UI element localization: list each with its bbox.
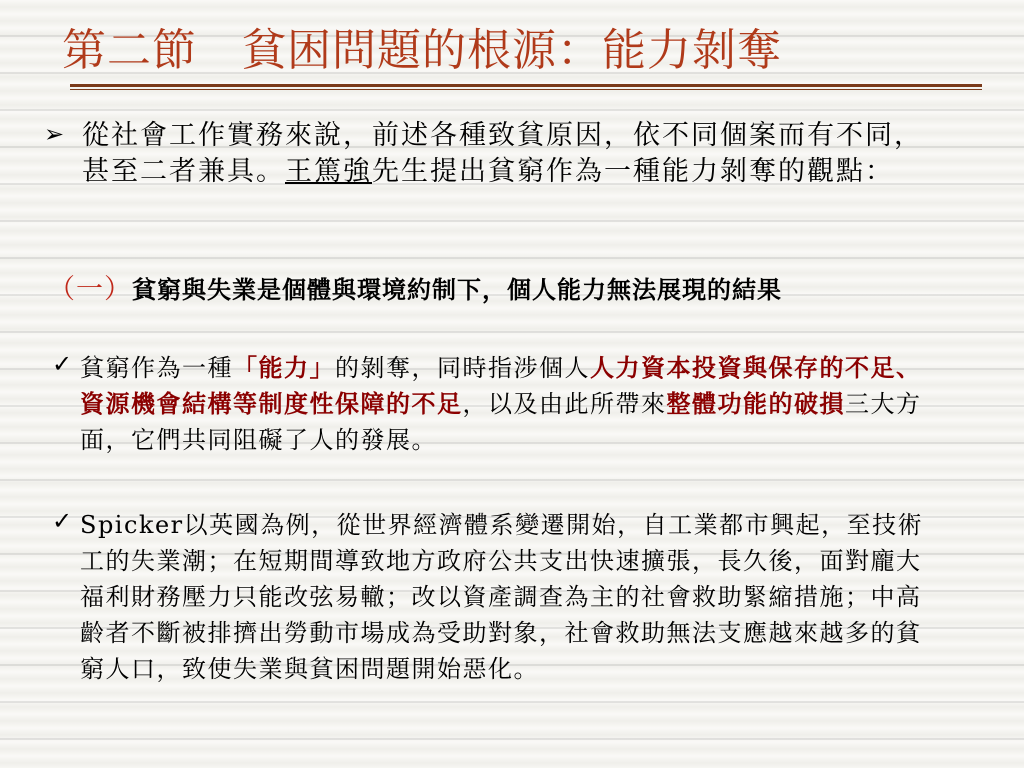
section-subheading bbox=[18, 272, 978, 308]
capability-highlight-damage: 整體功能的破損 bbox=[666, 389, 845, 418]
capability-text-3: ，以及由此所帶來 bbox=[462, 390, 667, 418]
slide-title: 第二節 貧困問題的根源：能力剝奪 bbox=[62, 25, 782, 76]
intro-paragraph bbox=[82, 118, 934, 190]
capability-paragraph bbox=[80, 350, 934, 458]
subheading-number: （一） bbox=[48, 274, 132, 305]
check-bullet-2 bbox=[18, 507, 978, 687]
subheading-paragraph bbox=[48, 272, 934, 308]
author-name: 王篤強 bbox=[285, 156, 372, 187]
title-underline-thin bbox=[70, 89, 982, 90]
capability-text-2: 的剝奪，同時指涉個人 bbox=[335, 354, 590, 382]
intro-bullet bbox=[18, 118, 978, 190]
title-underline bbox=[70, 84, 982, 87]
subheading-text: 貧窮與失業是個體與環境約制下，個人能力無法展現的結果 bbox=[132, 275, 782, 304]
capability-highlight-ability: 「能力」 bbox=[233, 353, 335, 382]
check-bullet-1 bbox=[18, 350, 978, 458]
arrow-bullet-icon: ➢ bbox=[44, 120, 65, 148]
spicker-paragraph: Spicker以英國為例，從世界經濟體系變遷開始，自工業都市興起，至技術工的失業潮；在短期間導致地方政府公共支出快速擴張，長久後，面對龐大福利財務壓力只能改弦易轍；改以資產調查為主的社會救助緊縮措施；中高齡者不斷被排擠出勞動市場成為受助對象，社會救助無法支應越來越多的貧窮人口，致使失業與貧困問題開始惡化。 bbox=[80, 511, 924, 683]
capability-text-4: 三大方面，它們共同阻礙了人的發展。 bbox=[80, 390, 922, 454]
capability-text-1: 貧窮作為一種 bbox=[80, 354, 233, 382]
check-icon: ✓ bbox=[52, 507, 73, 535]
intro-text-after: 先生提出貧窮作為一種能力剝奪的觀點： bbox=[372, 156, 894, 187]
capability-highlight-insufficiency: 人力資本投資與保存的不足、資源機會結構等制度性保障的不足 bbox=[80, 353, 922, 418]
check-icon: ✓ bbox=[52, 350, 73, 378]
intro-text-before: 從社會工作實務來說，前述各種致貧原因，依不同個案而有不同，甚至二者兼具。 bbox=[82, 120, 923, 187]
